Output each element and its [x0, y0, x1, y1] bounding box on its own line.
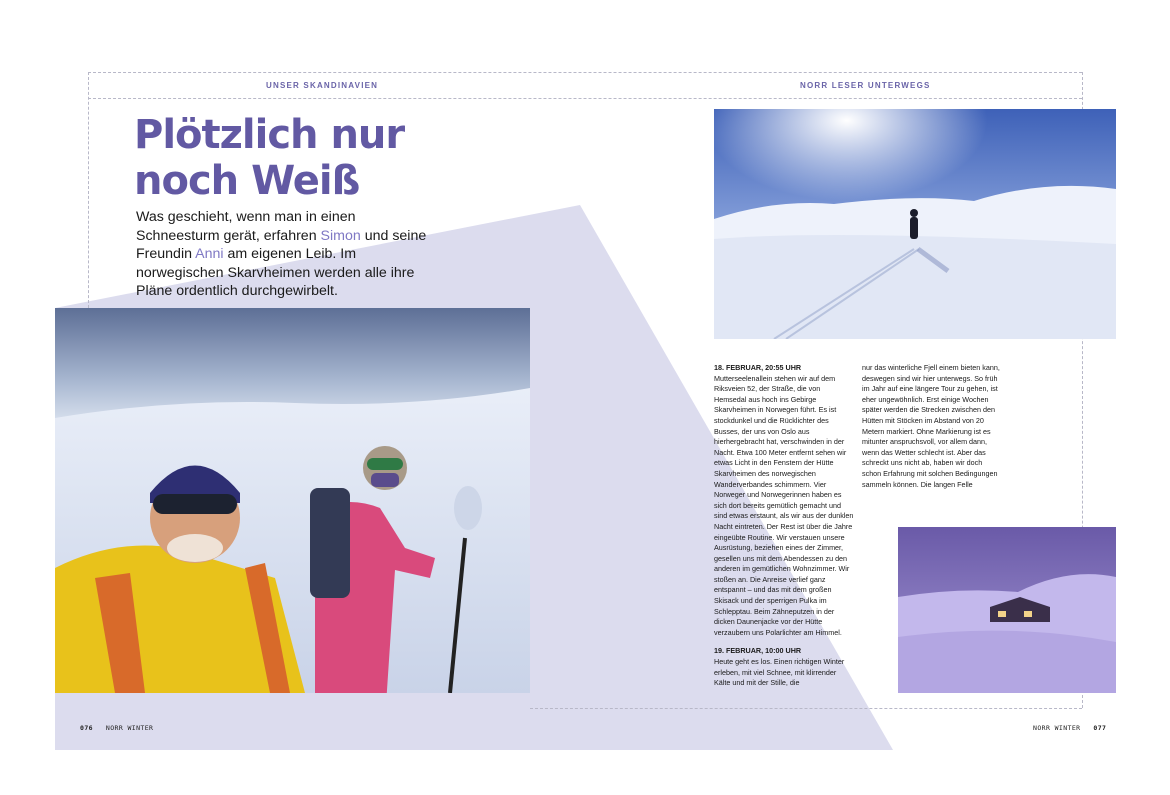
deck-part-2: und seine Freundin [136, 227, 427, 262]
photo-lone-skier [714, 109, 1116, 339]
frame-line-top [88, 72, 1082, 73]
article-paragraph-3: nur das winterliche Fjell einem bieten kann, deswegen sind wir hier unterwegs. So früh im Jahr auf eine längere Tour zu gehen, ist eher ungewöhnlich. Erst einige Wochen später werden die Strecken zwischen den Hütten mit Stöcken im Abstand von 20 Metern markiert. Ohne Markierung ist es mitunter anspruchsvoll, vor allem dann, wenn das Wetter schlecht ist. Aber das schreckt uns nicht ab, haben wir doch schon Erfahrung mit solchen Bedingungen sammeln können. Die langen Felle [862, 363, 1000, 489]
article-headline [134, 112, 404, 204]
deck-part-1: Was geschieht, wenn man in einen Schneesturm gerät, erfahren [136, 209, 356, 244]
folio-left [80, 724, 153, 732]
frame-line-bottom [530, 708, 1082, 709]
deck-name-simon: Simon [320, 227, 361, 244]
section-label-right: NORR LESER UNTERWEGS [800, 81, 931, 90]
headline-line-2: noch Weiß [134, 158, 360, 204]
article-column-1 [714, 363, 854, 689]
frame-line-header [88, 98, 1082, 99]
page-number-left: 076 [80, 724, 93, 732]
article-paragraph-1: Mutterseelenallein stehen wir auf dem Riksveien 52, der Straße, die von Hemsedal aus hoch ins Gebirge Skarvheimen in Norwegen führt. Es ist stockdunkel und die Rücklichter des Busses, der uns von Oslo aus hierhergebracht hat, verschwinden in der Nacht. Etwa 100 Meter entfernt sehen wir etwas Licht in den Fenstern der Hütte Skarvheimen des norwegischen Wanderverbandes schimmern. Vier Norweger und Norwegerinnen haben es sich dort bereits gemütlich gemacht und sind etwas erstaunt, als wir aus der dunklen Nacht eintreten. Der Rest ist über die Jahre eingeübte Routine. Wir verstauen unsere Ausrüstung, beziehen eines der Zimmer, gesellen uns mit dem Abendessen zu den anderen im gemütlichen Wohnzimmer. Wir stoßen an. Die Anreise verlief ganz entspannt – und das mit dem großen Skisack und der sperrigen Pulka im Schlepptau. Beim Zähneputzen in der dicken Daunenjacke vor der Hütte verzaubern uns Polarlichter am Himmel. [714, 373, 854, 637]
photo-cabin-twilight [898, 527, 1116, 693]
deck-part-3: am eigenen Leib. Im norwegischen Skarvheimen werden alle ihre Pläne ordentlich durchgewirbelt. [136, 246, 415, 299]
folio-right [1033, 724, 1106, 732]
article-column-2 [862, 363, 1002, 490]
magazine-name-right: NORR WINTER [1033, 724, 1081, 732]
page-number-right: 077 [1093, 724, 1107, 732]
dateline-19-february: 19. FEBRUAR, 10:00 UHR [714, 646, 802, 656]
magazine-name-left: NORR WINTER [105, 724, 154, 732]
frame-line-left [88, 72, 89, 308]
deck-name-anni: Anni [195, 246, 224, 262]
dateline-18-february: 18. FEBRUAR, 20:55 UHR [714, 363, 802, 372]
article-deck [136, 208, 436, 301]
photo-selfie-skiers [55, 308, 530, 693]
section-label-left: UNSER SKANDINAVIEN [266, 81, 379, 90]
article-paragraph-2: Heute geht es los. Einen richtigen Winter erleben, mit viel Schnee, mit klirrender Kälte und mit der Stille, die [714, 657, 845, 688]
headline-line-1: Plötzlich nur [134, 112, 405, 158]
